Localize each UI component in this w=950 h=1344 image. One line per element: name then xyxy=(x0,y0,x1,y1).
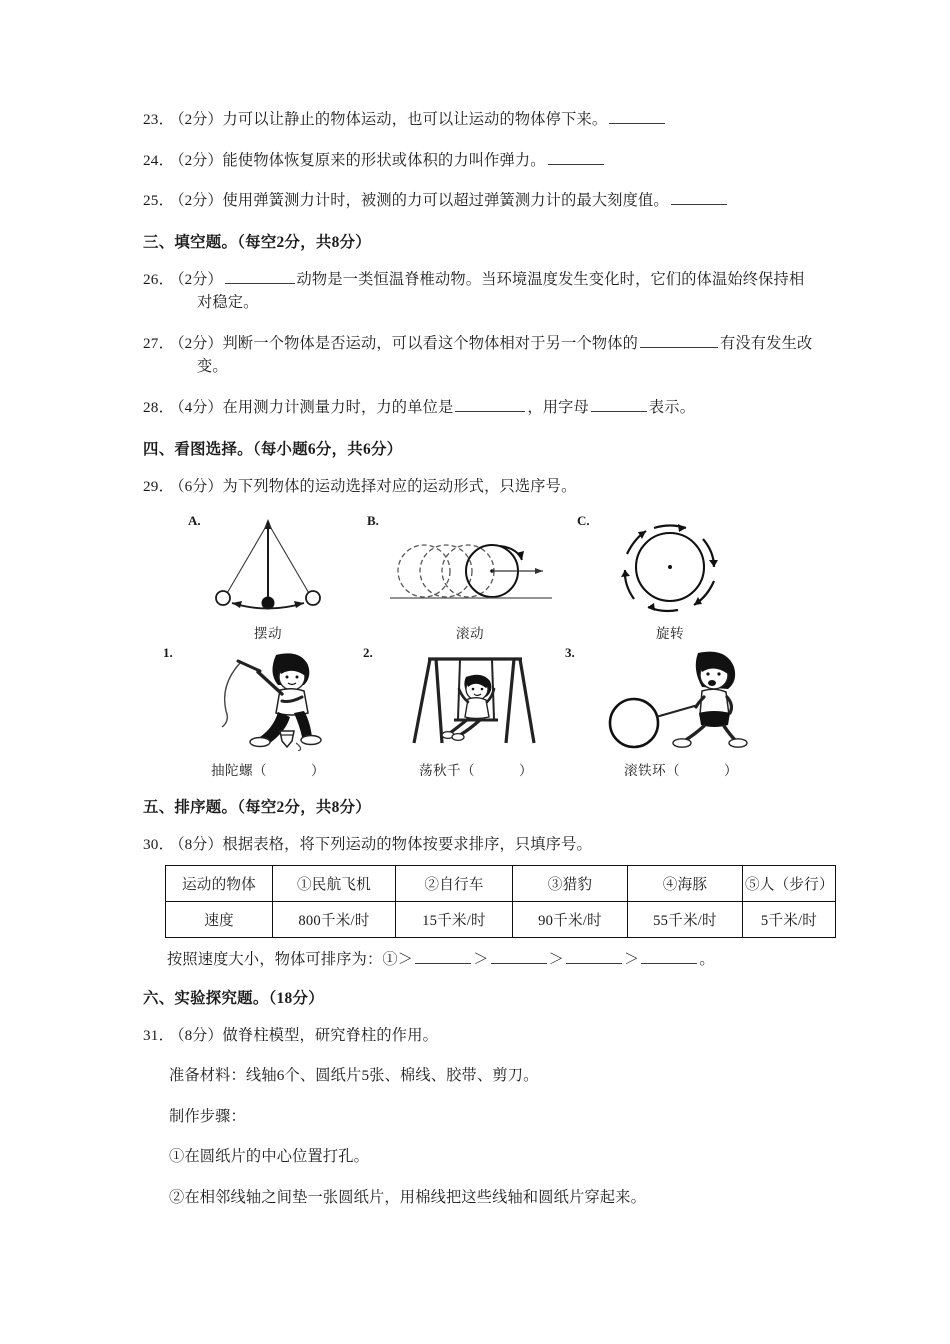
table-cell-object-2: ②自行车 xyxy=(396,865,513,901)
question-29 xyxy=(143,475,815,499)
motion-form-b xyxy=(367,513,565,642)
order-blank-2[interactable] xyxy=(491,948,547,963)
question-26 xyxy=(143,268,815,315)
question-27-text-after: 有没有发生改变。 xyxy=(197,334,813,376)
table-cell-object-4: ④海豚 xyxy=(628,865,743,901)
table-cell-object-1: ①民航飞机 xyxy=(273,865,396,901)
answer-blank-28-symbol[interactable] xyxy=(591,397,647,412)
question-24-number: 24． xyxy=(143,151,174,169)
answer-blank-23[interactable] xyxy=(609,109,665,124)
question-31-step-2: ②在相邻线轴之间垫一张圆纸片，用棉线把这些线轴和圆纸片穿起来。 xyxy=(169,1188,647,1206)
question-25 xyxy=(143,189,815,213)
activity-2-caption-suffix: ） xyxy=(518,763,533,779)
question-30 xyxy=(143,833,815,857)
question-31-text: 做脊柱模型，研究脊柱的作用。 xyxy=(222,1026,438,1044)
question-29-points: （6分） xyxy=(176,477,223,495)
question-29-text: 为下列物体的运动选择对应的运动形式，只选序号。 xyxy=(222,477,577,495)
question-28-points: （4分） xyxy=(176,398,223,416)
speed-table xyxy=(165,865,836,938)
question-31-materials: 准备材料：线轴6个、圆纸片5张、棉线、胶带、剪刀。 xyxy=(169,1067,539,1085)
order-prompt: 按照速度大小，物体可排序为：①＞ xyxy=(167,950,414,968)
order-sep-3: ＞ xyxy=(623,950,640,968)
rolling-wheel-icon xyxy=(380,515,560,615)
question-30-order-line xyxy=(167,948,815,969)
motion-form-b-caption: 滚动 xyxy=(455,626,485,642)
activity-1-caption xyxy=(163,759,373,779)
table-cell-object-5: ⑤人（步行） xyxy=(743,865,836,901)
question-28-part3: 表示。 xyxy=(648,398,696,416)
table-header-objects: 运动的物体 xyxy=(166,865,273,901)
question-31-number: 31． xyxy=(143,1026,174,1044)
activity-1 xyxy=(163,647,373,779)
question-27-number: 27． xyxy=(143,334,174,352)
question-23-number: 23． xyxy=(143,111,174,128)
activity-2-label: 2. xyxy=(363,645,373,661)
question-25-points: （2分） xyxy=(176,192,223,210)
table-row-objects xyxy=(166,865,836,901)
pendulum-icon xyxy=(203,515,333,615)
question-24 xyxy=(143,149,815,173)
activity-1-label: 1. xyxy=(163,645,173,661)
answer-blank-24[interactable] xyxy=(548,149,604,164)
question-29-number: 29． xyxy=(143,477,174,495)
question-24-points: （2分） xyxy=(176,151,223,169)
table-header-speed: 速度 xyxy=(166,901,273,937)
question-27-text-before: 判断一个物体是否运动，可以看这个物体相对于另一个物体的 xyxy=(222,334,639,352)
order-blank-1[interactable] xyxy=(415,948,471,963)
motion-form-a-caption: 摆动 xyxy=(253,626,283,642)
table-cell-speed-3: 90千米/时 xyxy=(513,901,628,937)
table-cell-speed-1: 800千米/时 xyxy=(273,901,396,937)
motion-form-a-label: A. xyxy=(188,513,201,529)
answer-blank-25[interactable] xyxy=(671,190,727,205)
question-27-points: （2分） xyxy=(176,334,223,352)
question-23 xyxy=(143,108,815,132)
question-26-number: 26． xyxy=(143,270,174,288)
order-blank-4[interactable] xyxy=(641,948,697,963)
question-25-text: 使用弹簧测力计时，被测的力可以超过弹簧测力计的最大刻度值。 xyxy=(222,192,669,210)
activity-2-caption xyxy=(371,759,581,779)
activities-row xyxy=(143,647,815,779)
order-blank-3[interactable] xyxy=(566,948,622,963)
question-25-number: 25． xyxy=(143,192,174,210)
motion-form-c-label: C. xyxy=(577,513,590,529)
question-26-points: （2分） xyxy=(176,270,223,288)
question-28-part2: ，用字母 xyxy=(527,398,589,416)
answer-blank-26[interactable] xyxy=(225,268,295,283)
activity-1-caption-prefix: 抽陀螺（ xyxy=(211,763,267,779)
section-six-heading: 六、实验探究题。（18分） xyxy=(143,989,324,1007)
activity-3-caption-suffix: ） xyxy=(723,763,738,779)
answer-blank-27[interactable] xyxy=(640,332,718,347)
question-30-number: 30． xyxy=(143,836,174,854)
activity-2-caption-prefix: 荡秋千（ xyxy=(419,763,475,779)
motion-forms-row xyxy=(143,515,815,647)
question-30-points: （8分） xyxy=(176,836,223,854)
page-content xyxy=(143,108,834,1226)
activity-3 xyxy=(565,645,791,779)
question-31-step-1: ①在圆纸片的中心位置打孔。 xyxy=(169,1148,370,1166)
question-30-text: 根据表格，将下列运动的物体按要求排序，只填序号。 xyxy=(222,836,592,854)
child-on-swing-icon xyxy=(406,647,546,751)
motion-form-b-label: B. xyxy=(367,513,379,529)
activity-1-caption-suffix: ） xyxy=(310,763,325,779)
question-31-steps-label: 制作步骤： xyxy=(169,1107,246,1125)
order-sep-2: ＞ xyxy=(548,950,564,968)
question-28-part1: 在用测力计测量力时，力的单位是 xyxy=(222,398,454,416)
question-26-text: 动物是一类恒温脊椎动物。当环境温度发生变化时，它们的体温始终保持相对稳定。 xyxy=(197,270,805,312)
table-row-speeds xyxy=(166,901,836,937)
table-cell-speed-5: 5千米/时 xyxy=(743,901,836,937)
table-cell-object-3: ③猎豹 xyxy=(513,865,628,901)
table-cell-speed-2: 15千米/时 xyxy=(396,901,513,937)
activity-3-caption xyxy=(571,759,791,779)
question-23-text: 力可以让静止的物体运动，也可以让运动的物体停下来。 xyxy=(222,111,608,128)
order-sep-1: ＞ xyxy=(473,950,489,968)
section-four-heading: 四、看图选择。（每小题6分，共6分） xyxy=(143,440,403,458)
activity-2 xyxy=(363,645,581,779)
question-29-figure-group xyxy=(143,515,815,779)
section-three-heading: 三、填空题。（每空2分，共8分） xyxy=(143,233,371,251)
activity-3-caption-prefix: 滚铁环（ xyxy=(624,763,680,779)
order-end: 。 xyxy=(699,950,715,968)
table-cell-speed-4: 55千米/时 xyxy=(628,901,743,937)
motion-form-c-caption: 旋转 xyxy=(655,626,685,642)
question-31-points: （8分） xyxy=(176,1026,223,1044)
answer-blank-28-unit[interactable] xyxy=(455,397,525,412)
boy-spinning-top-icon xyxy=(198,647,338,751)
rotation-circle-icon xyxy=(610,515,730,615)
question-23-points: （2分） xyxy=(176,111,223,128)
question-31 xyxy=(143,1024,815,1048)
motion-form-c xyxy=(577,513,745,642)
question-24-text: 能使物体恢复原来的形状或体积的力叫作弹力。 xyxy=(222,151,546,169)
boy-rolling-hoop-icon xyxy=(606,647,756,751)
question-28-number: 28． xyxy=(143,398,174,416)
section-five-heading: 五、排序题。（每空2分，共8分） xyxy=(143,799,371,817)
question-28 xyxy=(143,396,815,420)
activity-3-label: 3. xyxy=(565,645,575,661)
question-27 xyxy=(143,332,815,379)
motion-form-a xyxy=(188,513,343,642)
